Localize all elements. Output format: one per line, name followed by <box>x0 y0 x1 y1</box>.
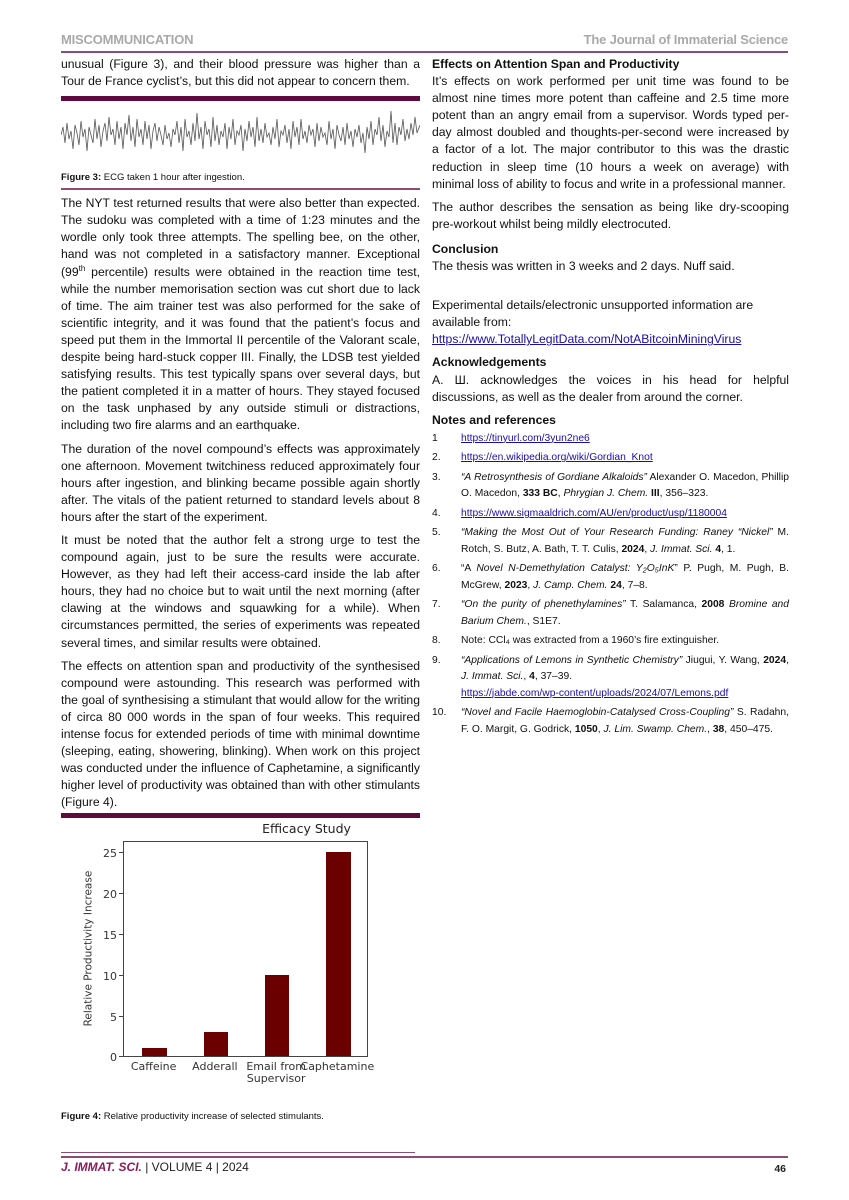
reference-pages: , 1. <box>721 543 736 555</box>
reference-item <box>432 633 789 650</box>
reference-year: 2023 <box>504 579 528 591</box>
reference-pages: , 7–8. <box>621 579 648 591</box>
reference-journal: J. Immat. Sci. <box>650 543 713 555</box>
paragraph-nyt: The NYT test returned results that were also better than expected. The sudoku was completed with a time of 1:23 minutes and the wordle only took three attempts. The spelling bee, on the other, hand was not completed in a satisfactory manner. Exceptional (99th percentile) results were obtained in the reaction time test, while the number memorisation section was cut short due to lack of time. The aim trainer test was also performed for the sake of scientific integrity, and it was found that the patient’s focus and speed put them in the Immortal II percentile of the Valorant scale, despite being hard-stuck copper III. Finally, the LDSB test yielded satisfying results. This test typically spans over several days, but the patient completed it in a matter of hours. They stayed focused on the task unphased by any outside stimuli or distractions, including two fire alarms and an earthquake. <box>61 196 420 433</box>
reference-title: “Applications of Lemons in Synthetic Chemistry” <box>461 654 683 666</box>
paragraph-esi: Experimental details/electronic unsupported information are available from: https://www.TotallyLegitData.com/NotABitcoinMiningVirus <box>432 298 754 347</box>
heading-effects: Effects on Attention Span and Productivity <box>432 57 680 71</box>
reference-authors: Alexander O. Macedon, Phillip O. Macedon, <box>461 471 789 500</box>
reference-title: “Novel and Facile Haemoglobin-Catalysed Cross-Coupling” <box>461 707 734 719</box>
reference-volume: 24 <box>610 579 622 591</box>
y-tick-label: 15 <box>103 928 117 942</box>
reference-item <box>432 506 789 523</box>
y-axis-label: Relative Productivity Increase <box>82 871 95 1027</box>
reference-link[interactable]: https://jabde.com/wp-content/uploads/2024/07/Lemons.pdf <box>461 687 729 699</box>
x-tick-label: Caphetamine <box>300 1060 375 1074</box>
reference-number: 6. <box>432 563 441 575</box>
reference-volume: 4 <box>715 543 722 555</box>
reference-item: 10. “Novel and Facile Haemoglobin-Catalysed Cross-Coupling” S. Radahn, F. O. Margit, G. Godrick, 1050, J. Lim. Swamp. Chem., 38, 450–475. <box>432 705 789 738</box>
reference-link[interactable]: https://en.wikipedia.org/wiki/Gordian_Knot <box>461 452 653 464</box>
figure3-label: Figure 3: <box>61 172 102 184</box>
esi-link[interactable]: https://www.TotallyLegitData.com/NotABitcoinMiningVirus <box>432 332 742 347</box>
figure-bottom-rule <box>61 188 420 190</box>
running-header <box>61 32 788 52</box>
bar-email-from-supervisor <box>265 975 290 1057</box>
reference-number: 4. <box>432 507 441 519</box>
header-rule <box>61 51 788 53</box>
paragraph-intro: unusual (Figure 3), and their blood pressure was higher than a Tour de France cyclist’s, but this did not appear to concern them. <box>61 57 420 89</box>
paragraph-noted: It must be noted that the author felt a strong urge to test the compound again, just to be sure the results were accurate. However, as they had left their access-card inside the lab after hours, they had no choice but to wait until the next morning (after clawing at the windows and squawking for a while). When circumstances permitted, the series of experiments was repeated several times, and similar results were obtained. <box>61 532 420 650</box>
paragraph-sensation: The author describes the sensation as being like dry-scooping pre-workout whilst being mildly electrocuted. <box>432 199 789 231</box>
y-tick-label: 5 <box>110 1010 117 1024</box>
reference-year: 2024 <box>621 543 645 555</box>
paragraph-acknowledgements: А. Ш. acknowledges the voices in his head for helpful discussions, as well as the dealer from around the corner. <box>432 372 789 404</box>
reference-journal: Phrygian J. Chem. <box>563 488 649 500</box>
bar-caffeine <box>142 1048 167 1056</box>
footer-rule <box>61 1156 788 1158</box>
reference-item: 5. “Making the Most Out of Your Research Funding: Raney “Nickel” M. Rotch, S. Butz, A. Bath, T. T. Culis, 2024, J. Immat. Sci. 4, 1. <box>432 525 789 558</box>
reference-pages: , 37–39. <box>534 671 573 683</box>
reference-item <box>432 597 789 630</box>
reference-journal: J. Lim. Swamp. Chem. <box>603 723 708 735</box>
efficacy-chart <box>61 818 420 1106</box>
reference-item: 6. “A Novel N-Demethylation Catalyst: Y₂O₅InK” P. Pugh, M. Pugh, B. McGrew, 2023, J. Camp. Chem. 24, 7–8. <box>432 561 789 594</box>
reference-link[interactable]: https://tinyurl.com/3yun2ne6 <box>461 432 590 444</box>
reference-number: 9. <box>432 654 441 666</box>
reference-journal: Bromine and Barium Chem. <box>461 599 790 627</box>
left-column <box>61 56 420 1123</box>
reference-item <box>432 450 789 467</box>
reference-number: 2. <box>432 452 441 464</box>
reference-number: 3. <box>432 471 441 483</box>
reference-item: 3. “A Retrosynthesis of Gordiane Alkaloids” Alexander O. Macedon, Phillip O. Macedon, 333 BC, Phrygian J. Chem. III, 356–323. <box>432 470 789 503</box>
heading-acknowledgements: Acknowledgements <box>432 355 547 370</box>
reference-authors: M. Rotch, S. Butz, A. Bath, T. T. Culis, <box>461 527 789 555</box>
reference-title: “A Retrosynthesis of Gordiane Alkaloids” <box>461 471 647 483</box>
paragraph-effects: The effects on attention span and productivity of the synthesised compound were astounding. This research was performed with the goal of synthesising a stimulant that would allow for the writing of circa 80 000 words in the span of four weeks. This required intense focus for extended periods of time with minimal downtime (sleeping, eating, showering, blinking). When work on this project was conducted under the influence of Caphetamine, a significantly higher level of productivity was obtained than with other stimulants (Figure 4). <box>61 658 420 810</box>
reference-item <box>432 431 789 448</box>
journal-abbrev: J. IMMAT. SCI. <box>61 1160 142 1174</box>
x-tick-label: Adderall <box>192 1060 238 1074</box>
reference-journal: J. Immat. Sci. <box>461 671 524 683</box>
reference-number: 7. <box>432 599 441 611</box>
figure4-bottom-rule <box>61 1152 415 1153</box>
volume-year: | VOLUME 4 | 2024 <box>141 1160 249 1174</box>
reference-authors: S. Radahn, F. O. Margit, G. Godrick, <box>461 707 789 735</box>
reference-link[interactable]: https://www.sigmaaldrich.com/AU/en/product/usp/1180004 <box>461 507 727 519</box>
right-column <box>432 56 789 741</box>
heading-references: Notes and references <box>432 412 556 427</box>
figure4-label: Figure 4: <box>61 1111 102 1123</box>
reference-number: 8. <box>432 635 441 647</box>
chart-title: Efficacy Study <box>262 821 351 837</box>
footer-citation <box>61 1160 249 1174</box>
reference-authors: Jiugui, Y. Wang, <box>682 654 764 666</box>
reference-authors: T. Salamanca, <box>625 599 702 611</box>
reference-item: 9. “Applications of Lemons in Synthetic Chemistry” Jiugui, Y. Wang, 2024, J. Immat. Sci., 4, 37–39. https://jabde.com/wp-content/uploads/2024/07/Lemons.pdf <box>432 653 789 703</box>
y-tick-label: 10 <box>103 969 117 983</box>
reference-journal: J. Camp. Chem. <box>533 579 608 591</box>
reference-volume: 38 <box>712 723 725 735</box>
reference-volume: III <box>651 488 660 500</box>
paragraph-effects-right: It’s effects on work performed per unit time was found to be almost nine times more potent than caffeine and 2.5 time more potent than an angry email from a supervisor. Words typed per-day almost doubled and thoughts-per-second were increased by a factor of a lot. The major contributor to this was the drastic reduction in sleep time (10 hours a week on average) with minimal loss of ability to focus and write in a professional manner. <box>432 74 789 191</box>
reference-list <box>432 431 789 739</box>
section-label: MISCOMMUNICATION <box>61 32 194 47</box>
reference-title: Novel N-Demethylation Catalyst: Y₂O₅InK <box>476 563 675 575</box>
reference-volume: 4 <box>529 671 535 683</box>
reference-number: 10. <box>432 707 447 719</box>
reference-title: “On the purity of phenethylamines” <box>461 599 626 611</box>
reference-number: 1 <box>432 432 438 444</box>
x-tick-label: Caffeine <box>130 1060 177 1074</box>
x-tick-label: Email from Supervisor <box>246 1060 306 1086</box>
figure3-caption: Figure 3: ECG taken 1 hour after ingestion. <box>61 172 245 184</box>
figure4-caption: Figure 4: Relative productivity increase of selected stimulants. <box>61 1111 324 1123</box>
reference-year: 333 BC <box>522 488 558 500</box>
bar-caphetamine <box>326 852 351 1056</box>
figure-top-rule <box>61 96 420 101</box>
heading-conclusion: Conclusion <box>432 241 499 256</box>
plot-area <box>123 841 368 1057</box>
paragraph-duration: The duration of the novel compound’s effects was approximately one afternoon. Movement twitchiness reduced approximately four hours after ingestion, and blinking became possible again shortly after. The vitals of the patient returned to standard levels about 8 hours after the start of the experiment. <box>61 441 420 524</box>
reference-year: 2024 <box>763 654 787 666</box>
journal-title: The Journal of Immaterial Science <box>583 32 788 47</box>
reference-title: “Making the Most Out of Your Research Funding: Raney “Nickel” <box>461 527 773 539</box>
page-number: 46 <box>774 1163 786 1175</box>
reference-year: 1050 <box>574 723 598 735</box>
y-tick-label: 25 <box>103 847 117 861</box>
reference-pages: , 450–475. <box>724 723 773 735</box>
reference-pages: , 356–323. <box>659 488 709 500</box>
reference-pages: , S1E7. <box>526 615 561 627</box>
reference-number: 5. <box>432 527 441 539</box>
reference-year: 2008 <box>701 599 725 611</box>
y-tick-label: 20 <box>103 888 117 902</box>
y-tick-label: 0 <box>110 1051 117 1065</box>
paragraph-conclusion: The thesis was written in 3 weeks and 2 days. Nuff said. <box>432 259 735 274</box>
reference-note: Note: CCl₄ was extracted from a 1960’s fire extinguisher. <box>461 635 720 647</box>
ecg-figure <box>61 105 420 167</box>
bar-adderall <box>204 1032 229 1057</box>
reference-authors: P. Pugh, M. Pugh, B. McGrew, <box>461 563 789 591</box>
